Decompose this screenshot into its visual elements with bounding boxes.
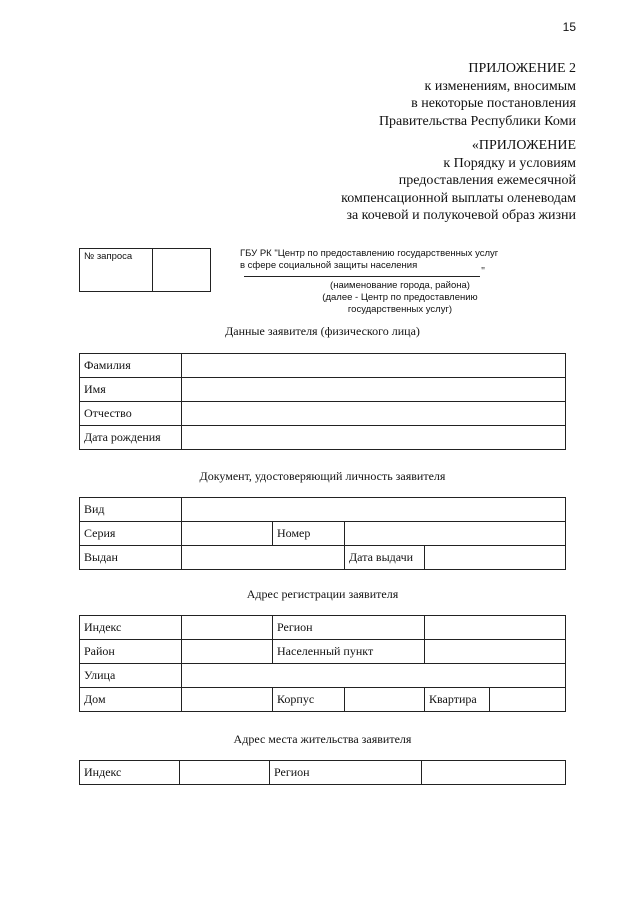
appendix-2-header <box>379 60 576 130</box>
document-table <box>79 497 566 570</box>
organization-name <box>240 248 498 272</box>
reg-index-field[interactable] <box>182 616 273 640</box>
page-number: 15 <box>562 20 576 34</box>
patronymic-label: Отчество <box>80 402 182 426</box>
document-section-heading: Документ, удостоверяющий личность заявителя <box>199 469 446 483</box>
appendix-2-title: ПРИЛОЖЕНИЕ 2 <box>468 61 576 76</box>
reg-street-field[interactable] <box>182 664 566 688</box>
birth-date-field[interactable] <box>182 426 566 450</box>
applicant-section-heading: Данные заявителя (физического лица) <box>225 324 420 338</box>
organization-line: ГБУ РК "Центр по предоставлению государственных услуг <box>240 248 499 259</box>
appendix-2-line: к изменениям, вносимым <box>424 78 576 94</box>
table-row <box>80 761 566 785</box>
appendix-2-line: в некоторые постановления <box>411 96 576 111</box>
table-row <box>80 498 566 522</box>
request-number-label: № запроса <box>84 251 133 262</box>
table-row <box>80 378 566 402</box>
series-label: Серия <box>80 522 182 546</box>
table-row <box>80 402 566 426</box>
registration-table <box>79 615 566 712</box>
table-row <box>80 640 566 664</box>
appendix-line: компенсационной выплаты оленеводам <box>341 190 576 206</box>
reg-locality-label: Населенный пункт <box>273 640 425 664</box>
reg-house-label: Дом <box>80 688 182 712</box>
reg-index-label: Индекс <box>80 616 182 640</box>
residence-section-heading: Адрес места жительства заявителя <box>233 732 412 746</box>
reg-district-label: Район <box>80 640 182 664</box>
issued-by-label: Выдан <box>80 546 182 570</box>
closing-quote: " <box>481 266 486 277</box>
organization-line: в сфере социальной защиты населения <box>240 260 418 271</box>
birth-date-label: Дата рождения <box>80 426 182 450</box>
series-field[interactable] <box>182 522 273 546</box>
document-type-field[interactable] <box>182 498 566 522</box>
registration-section-heading: Адрес регистрации заявителя <box>246 587 399 601</box>
surname-field[interactable] <box>182 354 566 378</box>
table-row <box>80 426 566 450</box>
issue-date-label: Дата выдачи <box>345 546 425 570</box>
name-field[interactable] <box>182 378 566 402</box>
reg-district-field[interactable] <box>182 640 273 664</box>
res-region-field[interactable] <box>422 761 566 785</box>
name-label: Имя <box>80 378 182 402</box>
request-number-box <box>79 248 211 292</box>
number-field[interactable] <box>345 522 566 546</box>
organization-note-line: (далее - Центр по предоставлению <box>322 292 478 303</box>
table-row <box>80 522 566 546</box>
res-index-label: Индекс <box>80 761 180 785</box>
reg-region-label: Регион <box>273 616 425 640</box>
document-type-label: Вид <box>80 498 182 522</box>
reg-building-label: Корпус <box>273 688 345 712</box>
appendix-line: к Порядку и условиям <box>443 155 576 171</box>
res-region-label: Регион <box>270 761 422 785</box>
table-row <box>80 664 566 688</box>
appendix-header <box>341 137 576 225</box>
table-row <box>80 546 566 570</box>
reg-region-field[interactable] <box>425 616 566 640</box>
appendix-title: «ПРИЛОЖЕНИЕ <box>471 138 576 153</box>
applicant-table <box>79 353 566 450</box>
reg-building-field[interactable] <box>345 688 425 712</box>
organization-note-line: государственных услуг) <box>347 304 453 315</box>
residence-table <box>79 760 566 785</box>
table-row <box>80 616 566 640</box>
table-row <box>80 688 566 712</box>
res-index-field[interactable] <box>180 761 270 785</box>
appendix-line: за кочевой и полукочевой образ жизни <box>346 208 576 223</box>
appendix-line: предоставления ежемесячной <box>398 173 576 188</box>
issue-date-field[interactable] <box>425 546 566 570</box>
reg-locality-field[interactable] <box>425 640 566 664</box>
surname-label: Фамилия <box>80 354 182 378</box>
number-label: Номер <box>273 522 345 546</box>
request-number-divider <box>152 249 153 291</box>
reg-apartment-label: Квартира <box>425 688 490 712</box>
reg-street-label: Улица <box>80 664 182 688</box>
patronymic-field[interactable] <box>182 402 566 426</box>
organization-note <box>300 280 500 316</box>
organization-note-line: (наименование города, района) <box>330 280 470 291</box>
table-row <box>80 354 566 378</box>
reg-apartment-field[interactable] <box>490 688 566 712</box>
issued-by-field[interactable] <box>182 546 345 570</box>
reg-house-field[interactable] <box>182 688 273 712</box>
appendix-2-line: Правительства Республики Коми <box>378 113 576 129</box>
organization-blank-line[interactable] <box>244 276 480 277</box>
